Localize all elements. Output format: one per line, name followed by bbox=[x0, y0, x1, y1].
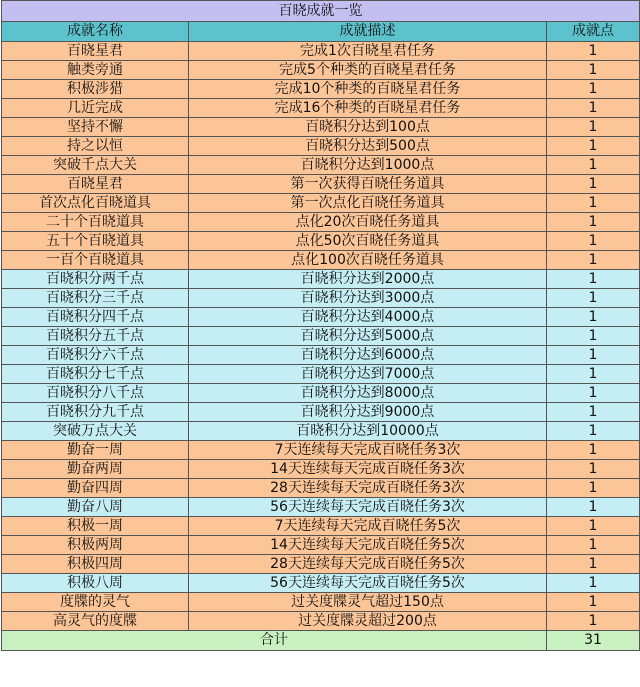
table-row bbox=[2, 422, 640, 441]
achievement-points-cell: 1 bbox=[547, 80, 640, 99]
achievement-name-cell: 百晓积分两千点 bbox=[2, 270, 189, 289]
achievement-description-cell: 7天连续每天完成百晓任务3次 bbox=[189, 441, 547, 460]
table-row bbox=[2, 99, 640, 118]
table-row bbox=[2, 80, 640, 99]
achievement-points-cell: 1 bbox=[547, 61, 640, 80]
achievement-description-cell: 完成5个种类的百晓星君任务 bbox=[189, 61, 547, 80]
achievement-name-cell: 持之以恒 bbox=[2, 137, 189, 156]
table-row bbox=[2, 61, 640, 80]
table-row bbox=[2, 175, 640, 194]
table-row bbox=[2, 536, 640, 555]
achievement-description-cell: 14天连续每天完成百晓任务3次 bbox=[189, 460, 547, 479]
achievement-name-cell: 一百个百晓道具 bbox=[2, 251, 189, 270]
achievement-points-cell: 1 bbox=[547, 289, 640, 308]
achievement-name-cell: 触类旁通 bbox=[2, 61, 189, 80]
achievement-description-cell: 点化20次百晓任务道具 bbox=[189, 213, 547, 232]
achievement-points-cell: 1 bbox=[547, 42, 640, 61]
table-row bbox=[2, 365, 640, 384]
achievement-points-cell: 1 bbox=[547, 213, 640, 232]
achievement-name-cell: 度牒的灵气 bbox=[2, 593, 189, 612]
achievement-points-cell: 1 bbox=[547, 327, 640, 346]
title-row bbox=[2, 1, 640, 22]
achievement-description-cell: 过关度牒灵气超过150点 bbox=[189, 593, 547, 612]
table-row bbox=[2, 460, 640, 479]
achievement-points-cell: 1 bbox=[547, 574, 640, 593]
column-header-name: 成就名称 bbox=[2, 22, 189, 42]
achievement-points-cell: 1 bbox=[547, 346, 640, 365]
table-row bbox=[2, 289, 640, 308]
achievement-description-cell: 56天连续每天完成百晓任务3次 bbox=[189, 498, 547, 517]
achievement-name-cell: 百晓积分六千点 bbox=[2, 346, 189, 365]
achievement-description-cell: 完成10个种类的百晓星君任务 bbox=[189, 80, 547, 99]
total-points: 31 bbox=[547, 631, 640, 651]
achievement-points-cell: 1 bbox=[547, 308, 640, 327]
achievement-description-cell: 百晓积分达到100点 bbox=[189, 118, 547, 137]
achievement-points-cell: 1 bbox=[547, 232, 640, 251]
achievement-name-cell: 五十个百晓道具 bbox=[2, 232, 189, 251]
achievement-description-cell: 百晓积分达到4000点 bbox=[189, 308, 547, 327]
table-row bbox=[2, 403, 640, 422]
achievement-name-cell: 勤奋两周 bbox=[2, 460, 189, 479]
achievement-points-cell: 1 bbox=[547, 612, 640, 631]
table-row bbox=[2, 555, 640, 574]
achievement-description-cell: 百晓积分达到9000点 bbox=[189, 403, 547, 422]
achievement-description-cell: 第一次点化百晓任务道具 bbox=[189, 194, 547, 213]
achievement-points-cell: 1 bbox=[547, 270, 640, 289]
achievement-description-cell: 完成16个种类的百晓星君任务 bbox=[189, 99, 547, 118]
achievement-name-cell: 积极涉猎 bbox=[2, 80, 189, 99]
achievement-points-cell: 1 bbox=[547, 251, 640, 270]
table-row bbox=[2, 593, 640, 612]
table-row bbox=[2, 156, 640, 175]
achievement-description-cell: 百晓积分达到8000点 bbox=[189, 384, 547, 403]
achievement-points-cell: 1 bbox=[547, 365, 640, 384]
achievement-points-cell: 1 bbox=[547, 422, 640, 441]
achievement-name-cell: 勤奋四周 bbox=[2, 479, 189, 498]
achievement-description-cell: 百晓积分达到7000点 bbox=[189, 365, 547, 384]
table-title: 百晓成就一览 bbox=[2, 1, 640, 22]
achievement-points-cell: 1 bbox=[547, 194, 640, 213]
achievement-description-cell: 百晓积分达到1000点 bbox=[189, 156, 547, 175]
achievement-description-cell: 百晓积分达到2000点 bbox=[189, 270, 547, 289]
table-row bbox=[2, 384, 640, 403]
achievement-description-cell: 百晓积分达到3000点 bbox=[189, 289, 547, 308]
table-row bbox=[2, 441, 640, 460]
achievement-name-cell: 百晓星君 bbox=[2, 42, 189, 61]
achievement-description-cell: 28天连续每天完成百晓任务3次 bbox=[189, 479, 547, 498]
achievement-points-cell: 1 bbox=[547, 384, 640, 403]
achievement-name-cell: 几近完成 bbox=[2, 99, 189, 118]
table-row bbox=[2, 612, 640, 631]
achievement-name-cell: 百晓积分五千点 bbox=[2, 327, 189, 346]
achievement-description-cell: 百晓积分达到6000点 bbox=[189, 346, 547, 365]
table-row bbox=[2, 42, 640, 61]
achievement-name-cell: 积极两周 bbox=[2, 536, 189, 555]
table-row bbox=[2, 137, 640, 156]
achievement-points-cell: 1 bbox=[547, 593, 640, 612]
achievement-name-cell: 百晓积分九千点 bbox=[2, 403, 189, 422]
achievement-name-cell: 突破万点大关 bbox=[2, 422, 189, 441]
achievement-points-cell: 1 bbox=[547, 403, 640, 422]
achievement-points-cell: 1 bbox=[547, 479, 640, 498]
achievement-points-cell: 1 bbox=[547, 156, 640, 175]
achievement-description-cell: 第一次获得百晓任务道具 bbox=[189, 175, 547, 194]
achievement-name-cell: 首次点化百晓道具 bbox=[2, 194, 189, 213]
achievement-description-cell: 百晓积分达到5000点 bbox=[189, 327, 547, 346]
table-row bbox=[2, 232, 640, 251]
achievement-name-cell: 积极八周 bbox=[2, 574, 189, 593]
achievement-points-cell: 1 bbox=[547, 536, 640, 555]
table-row bbox=[2, 270, 640, 289]
achievement-description-cell: 56天连续每天完成百晓任务5次 bbox=[189, 574, 547, 593]
total-row bbox=[2, 631, 640, 651]
achievement-name-cell: 百晓星君 bbox=[2, 175, 189, 194]
achievement-description-cell: 7天连续每天完成百晓任务5次 bbox=[189, 517, 547, 536]
achievement-points-cell: 1 bbox=[547, 517, 640, 536]
achievement-description-cell: 百晓积分达到10000点 bbox=[189, 422, 547, 441]
achievement-name-cell: 勤奋八周 bbox=[2, 498, 189, 517]
achievement-name-cell: 高灵气的度牒 bbox=[2, 612, 189, 631]
achievement-name-cell: 积极四周 bbox=[2, 555, 189, 574]
achievement-description-cell: 14天连续每天完成百晓任务5次 bbox=[189, 536, 547, 555]
column-header-points: 成就点 bbox=[547, 22, 640, 42]
table-row bbox=[2, 308, 640, 327]
table-row bbox=[2, 517, 640, 536]
achievement-description-cell: 28天连续每天完成百晓任务5次 bbox=[189, 555, 547, 574]
achievement-name-cell: 勤奋一周 bbox=[2, 441, 189, 460]
column-header-description: 成就描述 bbox=[189, 22, 547, 42]
achievement-description-cell: 点化50次百晓任务道具 bbox=[189, 232, 547, 251]
achievement-table bbox=[1, 0, 640, 651]
achievement-points-cell: 1 bbox=[547, 118, 640, 137]
achievement-name-cell: 百晓积分四千点 bbox=[2, 308, 189, 327]
achievement-name-cell: 积极一周 bbox=[2, 517, 189, 536]
achievement-description-cell: 过关度牒灵超过200点 bbox=[189, 612, 547, 631]
achievement-description-cell: 完成1次百晓星君任务 bbox=[189, 42, 547, 61]
achievement-points-cell: 1 bbox=[547, 555, 640, 574]
table-row bbox=[2, 498, 640, 517]
achievement-points-cell: 1 bbox=[547, 498, 640, 517]
achievement-name-cell: 坚持不懈 bbox=[2, 118, 189, 137]
table-row bbox=[2, 194, 640, 213]
achievement-points-cell: 1 bbox=[547, 441, 640, 460]
table-row bbox=[2, 574, 640, 593]
achievement-points-cell: 1 bbox=[547, 99, 640, 118]
table-row bbox=[2, 346, 640, 365]
achievement-name-cell: 百晓积分七千点 bbox=[2, 365, 189, 384]
achievement-description-cell: 百晓积分达到500点 bbox=[189, 137, 547, 156]
table-row bbox=[2, 118, 640, 137]
achievement-description-cell: 点化100次百晓任务道具 bbox=[189, 251, 547, 270]
header-row bbox=[2, 22, 640, 42]
achievement-name-cell: 突破千点大关 bbox=[2, 156, 189, 175]
table-row bbox=[2, 479, 640, 498]
achievement-name-cell: 百晓积分三千点 bbox=[2, 289, 189, 308]
achievement-points-cell: 1 bbox=[547, 175, 640, 194]
achievement-points-cell: 1 bbox=[547, 460, 640, 479]
achievement-points-cell: 1 bbox=[547, 137, 640, 156]
table-row bbox=[2, 251, 640, 270]
table-row bbox=[2, 327, 640, 346]
achievement-name-cell: 二十个百晓道具 bbox=[2, 213, 189, 232]
table-row bbox=[2, 213, 640, 232]
achievement-name-cell: 百晓积分八千点 bbox=[2, 384, 189, 403]
total-label: 合计 bbox=[2, 631, 547, 651]
